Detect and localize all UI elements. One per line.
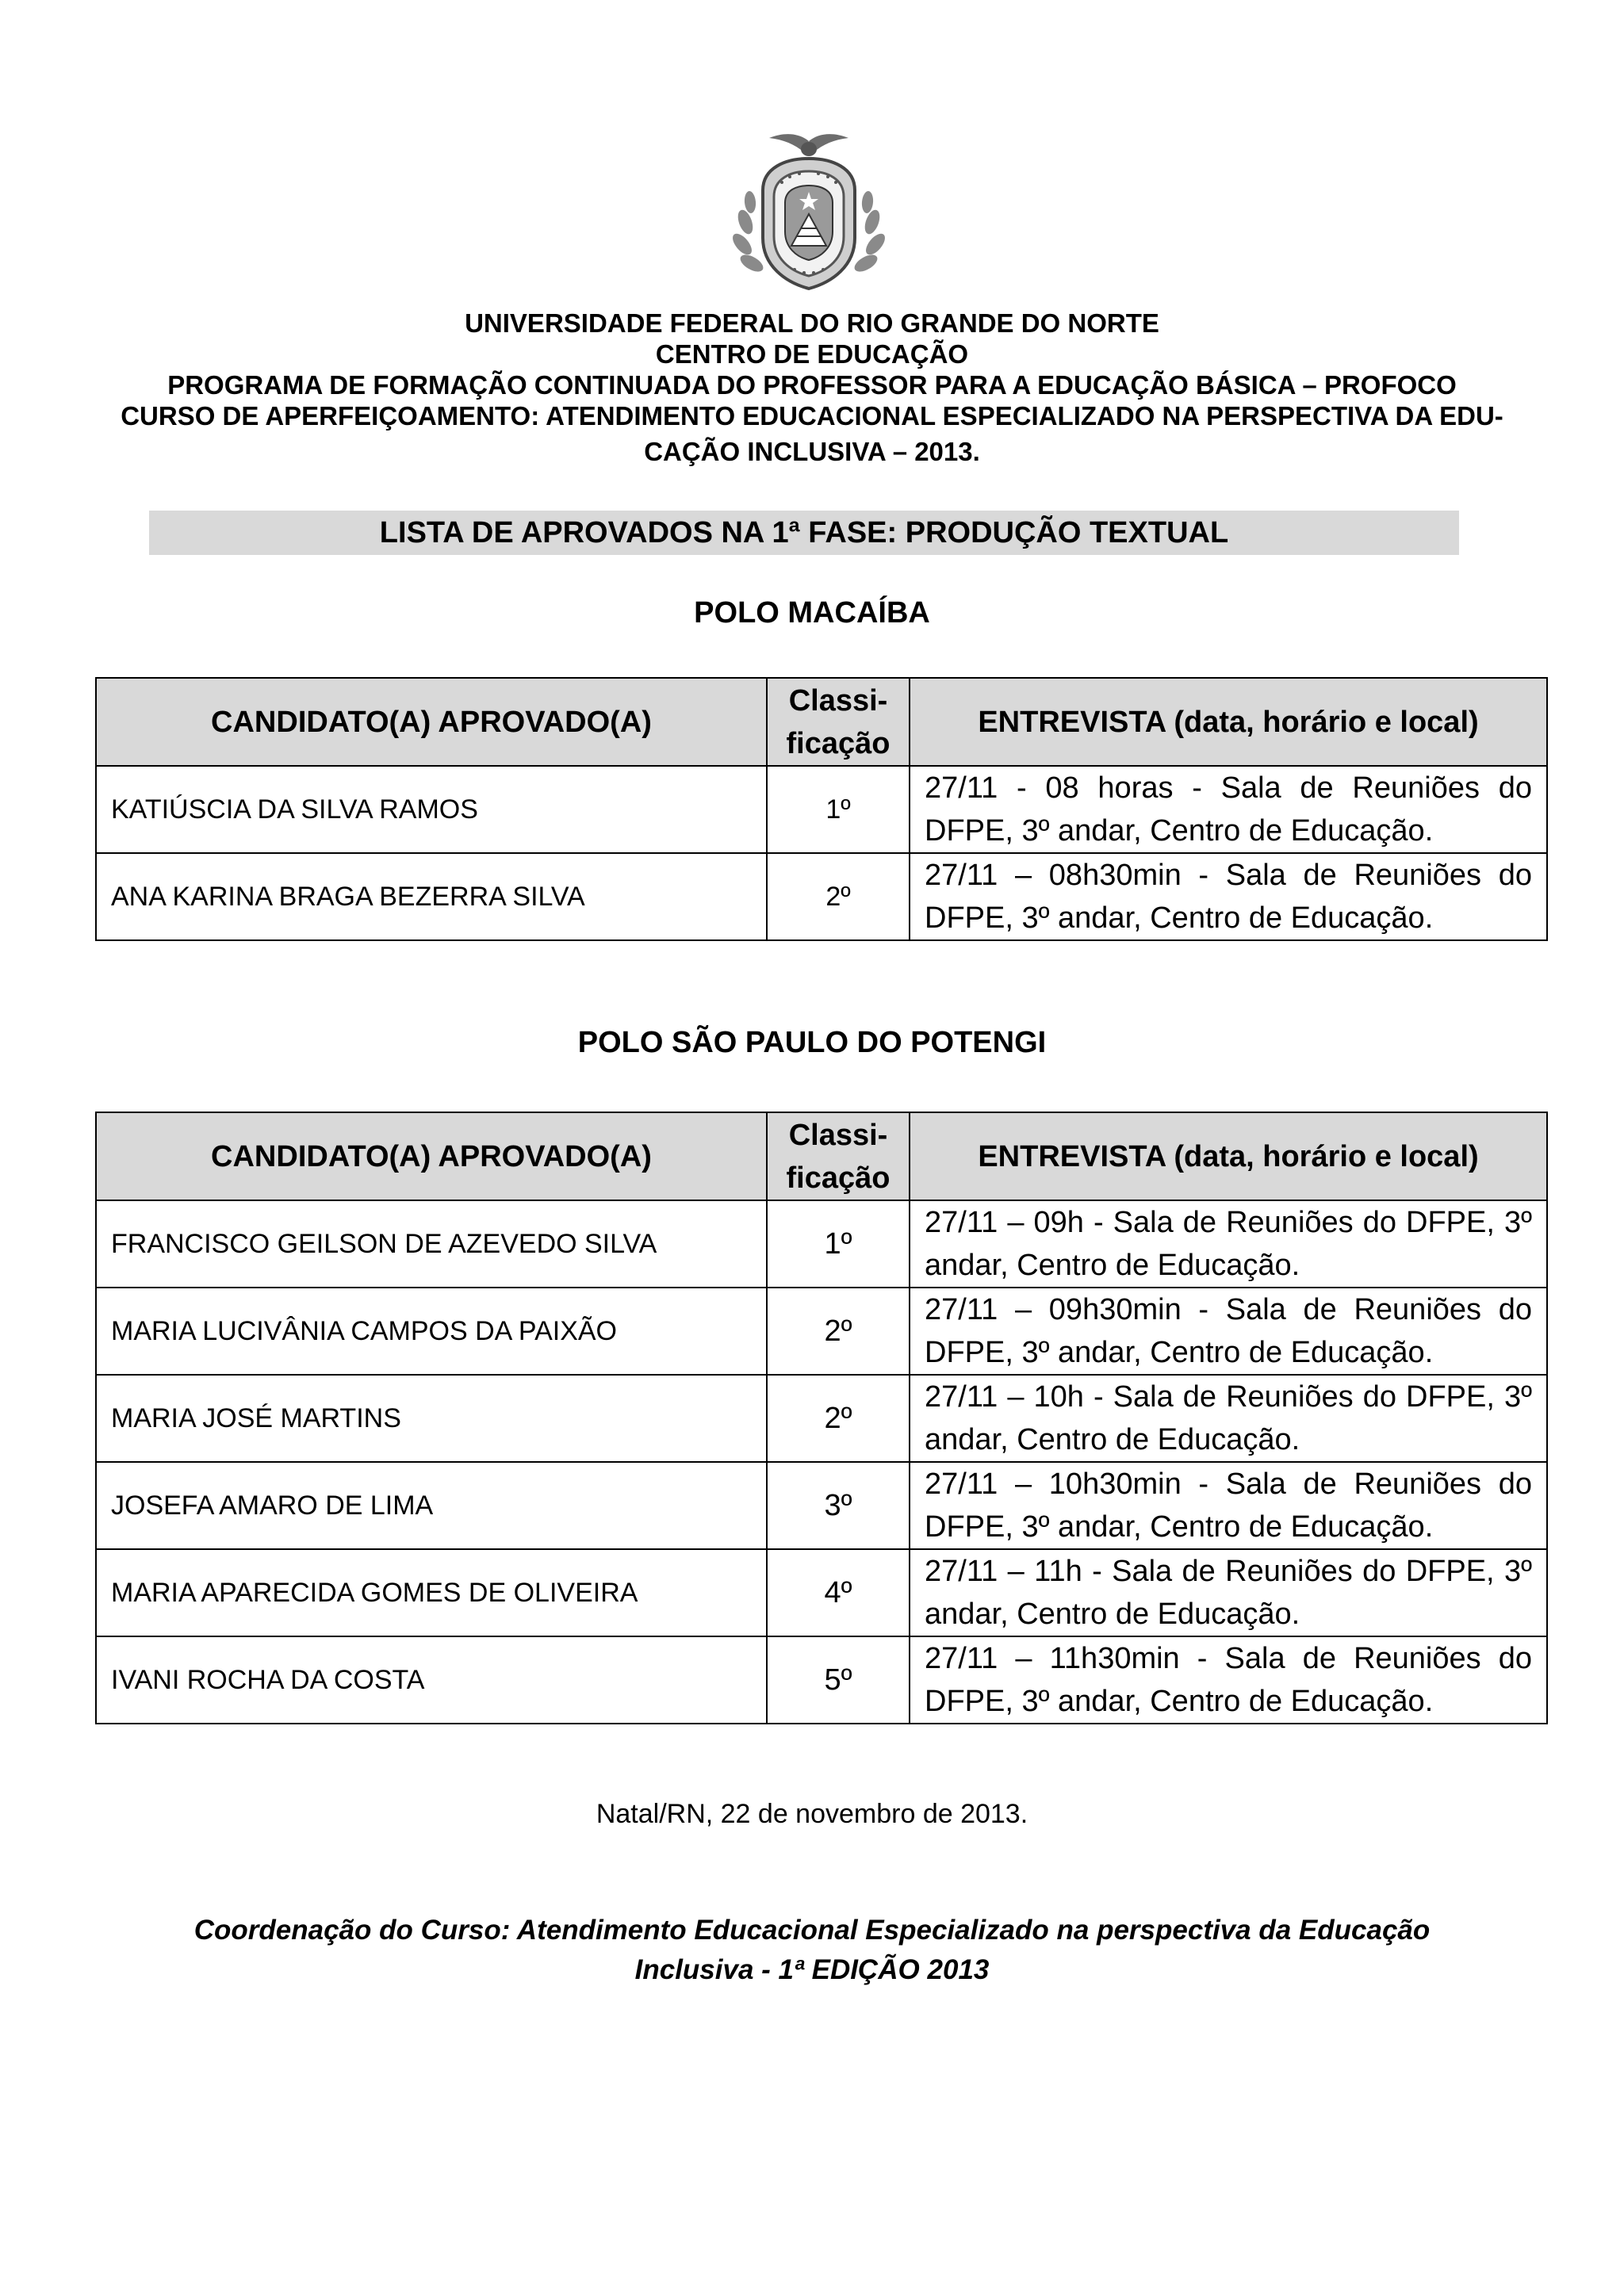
university-seal-icon [722, 127, 896, 301]
candidate-rank: 1º [767, 1200, 910, 1288]
header-program: PROGRAMA DE FORMAÇÃO CONTINUADA DO PROFESSOR PARA A EDUCAÇÃO BÁSICA – PROFOCO [167, 370, 1457, 400]
candidate-rank: 2º [767, 1288, 910, 1375]
header-center: CENTRO DE EDUCAÇÃO [655, 339, 969, 369]
header-university: UNIVERSIDADE FEDERAL DO RIO GRANDE DO NORTE [465, 308, 1159, 338]
candidate-rank: 2º [767, 1375, 910, 1462]
polo-title: POLO MACAÍBA [694, 596, 930, 629]
table-row [96, 853, 1547, 940]
interview-info: 27/11 – 09h30min - Sala de Reuniões do DFPE, 3º andar, Centro de Educação. [910, 1288, 1547, 1375]
table-header-row [96, 1112, 1547, 1200]
header-interview: ENTREVISTA (data, horário e local) [910, 1112, 1547, 1200]
candidate-name: KATIÚSCIA DA SILVA RAMOS [96, 766, 767, 853]
header-classification: Classi- ficação [767, 1112, 910, 1200]
candidate-name: FRANCISCO GEILSON DE AZEVEDO SILVA [96, 1200, 767, 1288]
table-row [96, 1375, 1547, 1462]
footer-coordination [119, 1911, 1505, 1990]
footer-line-1: Coordenação do Curso: Atendimento Educacional Especializado na perspectiva da Educação [193, 1915, 1431, 1946]
header-classification: Classi- ficação [767, 678, 910, 766]
candidate-name: JOSEFA AMARO DE LIMA [96, 1462, 767, 1549]
table-row [96, 1636, 1547, 1724]
table-header-row [96, 678, 1547, 766]
interview-info: 27/11 – 11h30min - Sala de Reuniões do DFPE, 3º andar, Centro de Educação. [910, 1636, 1547, 1724]
table-row [96, 1549, 1547, 1636]
header-course-cont: CAÇÃO INCLUSIVA – 2013. [644, 437, 980, 466]
table-row [96, 1288, 1547, 1375]
table-row [96, 1200, 1547, 1288]
candidate-rank: 2º [767, 853, 910, 940]
interview-info: 27/11 – 08h30min - Sala de Reuniões do DFPE, 3º andar, Centro de Educação. [910, 853, 1547, 940]
candidate-name: MARIA APARECIDA GOMES DE OLIVEIRA [96, 1549, 767, 1636]
header-course: CURSO DE APERFEIÇOAMENTO: ATENDIMENTO EDUCACIONAL ESPECIALIZADO NA PERSPECTIVA DA EDU- [121, 401, 1503, 430]
interview-info: 27/11 – 09h - Sala de Reuniões do DFPE, 3º andar, Centro de Educação. [910, 1200, 1547, 1288]
header-candidate: CANDIDATO(A) APROVADO(A) [96, 678, 767, 766]
candidate-rank: 4º [767, 1549, 910, 1636]
candidate-rank: 1º [767, 766, 910, 853]
candidates-table [95, 677, 1548, 941]
document-header [48, 308, 1576, 467]
header-candidate: CANDIDATO(A) APROVADO(A) [96, 1112, 767, 1200]
date-line: Natal/RN, 22 de novembro de 2013. [596, 1799, 1028, 1829]
candidate-rank: 5º [767, 1636, 910, 1724]
candidate-name: MARIA LUCIVÂNIA CAMPOS DA PAIXÃO [96, 1288, 767, 1375]
footer-line-2: Inclusiva - 1ª EDIÇÃO 2013 [634, 1954, 990, 1985]
candidates-table [95, 1112, 1548, 1724]
table-row [96, 766, 1547, 853]
candidate-rank: 3º [767, 1462, 910, 1549]
candidate-name: IVANI ROCHA DA COSTA [96, 1636, 767, 1724]
interview-info: 27/11 – 10h - Sala de Reuniões do DFPE, 3º andar, Centro de Educação. [910, 1375, 1547, 1462]
header-interview: ENTREVISTA (data, horário e local) [910, 678, 1547, 766]
candidate-name: ANA KARINA BRAGA BEZERRA SILVA [96, 853, 767, 940]
interview-info: 27/11 – 11h - Sala de Reuniões do DFPE, 3º andar, Centro de Educação. [910, 1549, 1547, 1636]
candidate-name: MARIA JOSÉ MARTINS [96, 1375, 767, 1462]
interview-info: 27/11 – 10h30min - Sala de Reuniões do DFPE, 3º andar, Centro de Educação. [910, 1462, 1547, 1549]
list-title: LISTA DE APROVADOS NA 1ª FASE: PRODUÇÃO TEXTUAL [149, 511, 1459, 555]
table-row [96, 1462, 1547, 1549]
polo-title: POLO SÃO PAULO DO POTENGI [577, 1026, 1047, 1059]
interview-info: 27/11 - 08 horas - Sala de Reuniões do DFPE, 3º andar, Centro de Educação. [910, 766, 1547, 853]
